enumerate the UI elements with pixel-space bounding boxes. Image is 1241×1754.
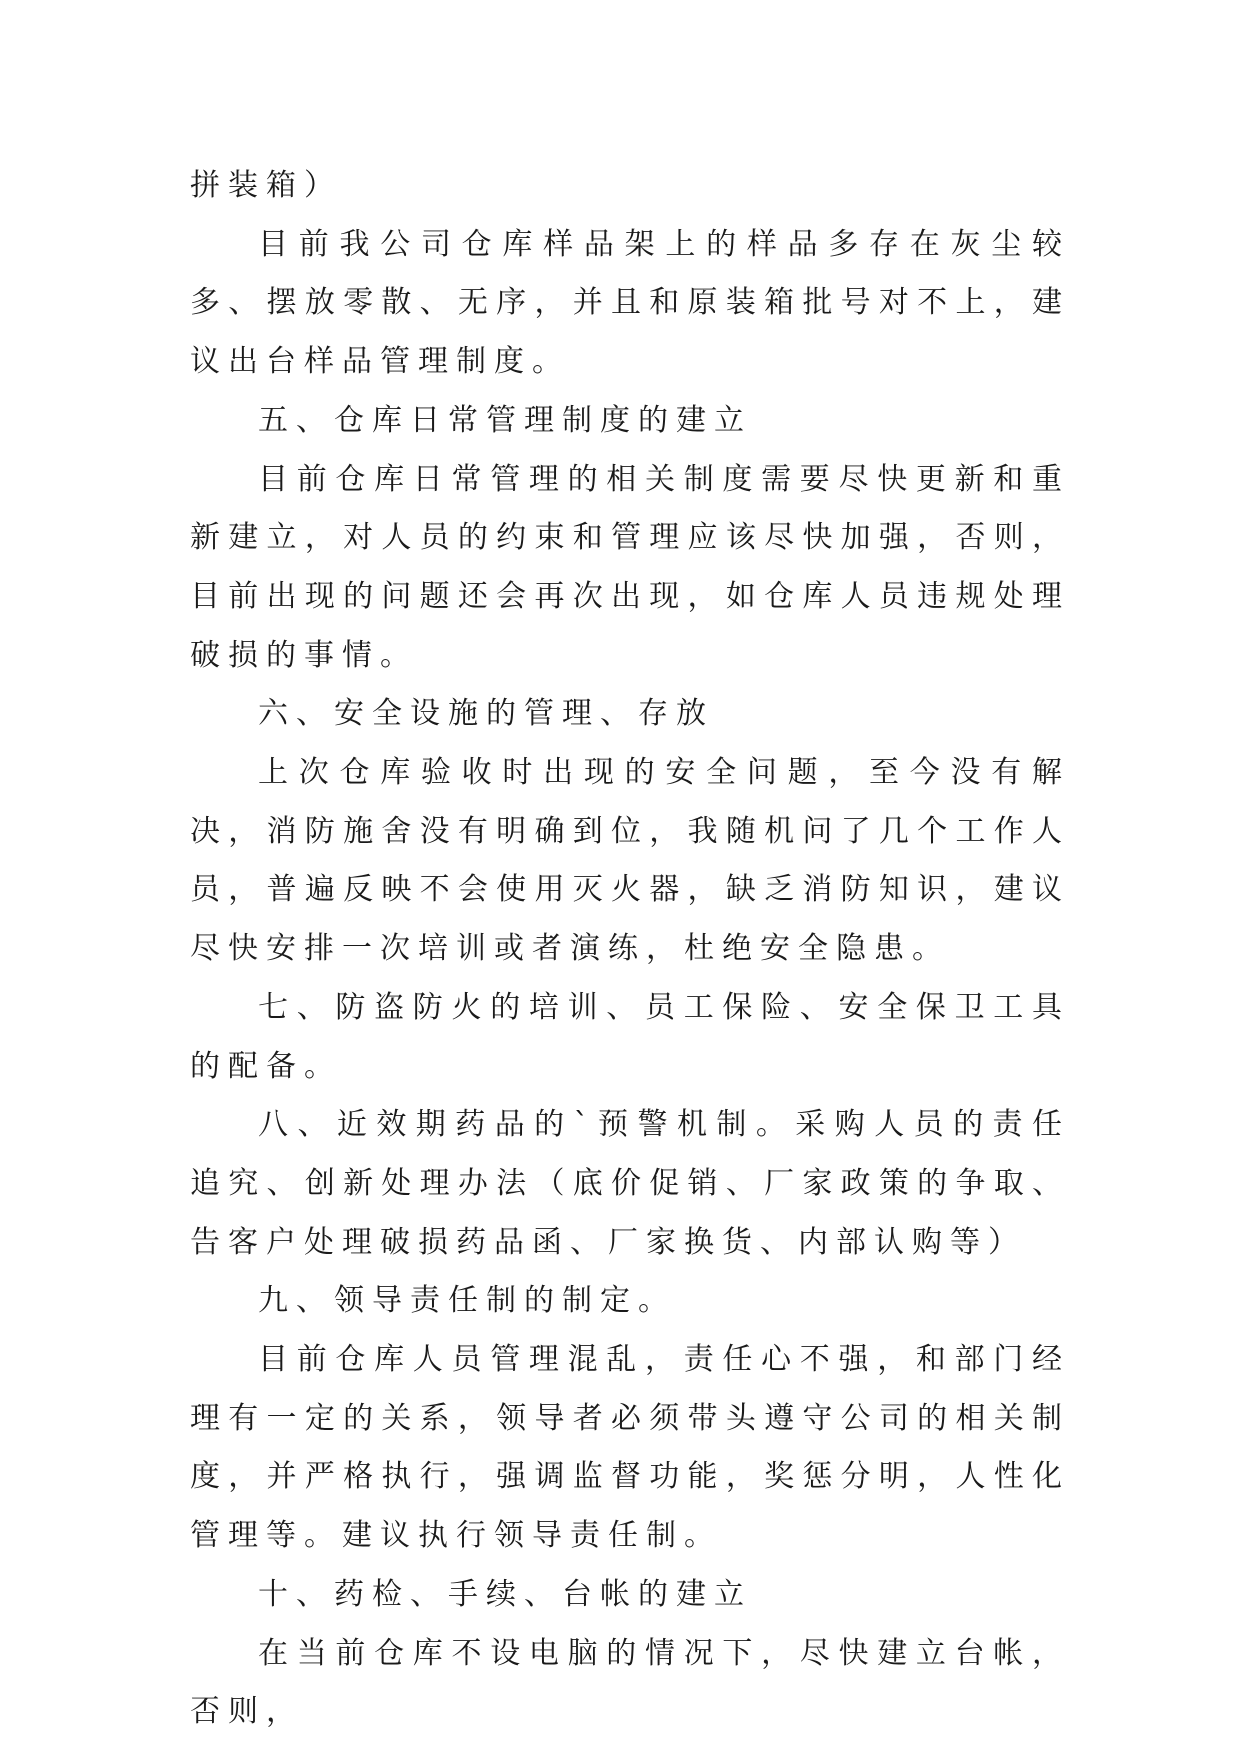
paragraph: 目前我公司仓库样品架上的样品多存在灰尘较多、摆放零散、无序，并且和原装箱批号对不上，建议出台样品管理制度。	[190, 226, 1070, 380]
paragraph: 在当前仓库不设电脑的情况下，尽快建立台帐，否则，	[190, 1635, 1070, 1730]
section-heading: 七、防盗防火的培训、员工保险、安全保卫工具的配备。	[190, 989, 1070, 1084]
section-heading: 五、仓库日常管理制度的建立	[258, 402, 752, 438]
paragraph: 上次仓库验收时出现的安全问题，至今没有解决，消防施舍没有明确到位，我随机问了几个工作人员，普遍反映不会使用灭火器，缺乏消防知识，建议尽快安排一次培训或者演练，杜绝安全隐患。	[190, 755, 1070, 967]
section-heading: 八、近效期药品的`预警机制。采购人员的责任追究、创新处理办法（底价促销、厂家政策的争取、告客户处理破损药品函、厂家换货、内部认购等）	[190, 1107, 1070, 1260]
paragraph: 目前仓库日常管理的相关制度需要尽快更新和重新建立，对人员的约束和管理应该尽快加强，否则，目前出现的问题还会再次出现，如仓库人员违规处理破损的事情。	[190, 461, 1070, 673]
paragraph: 目前仓库人员管理混乱，责任心不强，和部门经理有一定的关系，领导者必须带头遵守公司的相关制度，并严格执行，强调监督功能，奖惩分明，人性化管理等。建议执行领导责任制。	[190, 1342, 1070, 1554]
section-heading: 十、药检、手续、台帐的建立	[258, 1576, 752, 1612]
section-heading: 九、领导责任制的制定。	[258, 1283, 676, 1319]
document-body	[190, 157, 1070, 1742]
paragraph: 拼装箱）	[190, 168, 342, 203]
section-heading: 六、安全设施的管理、存放	[258, 696, 714, 732]
